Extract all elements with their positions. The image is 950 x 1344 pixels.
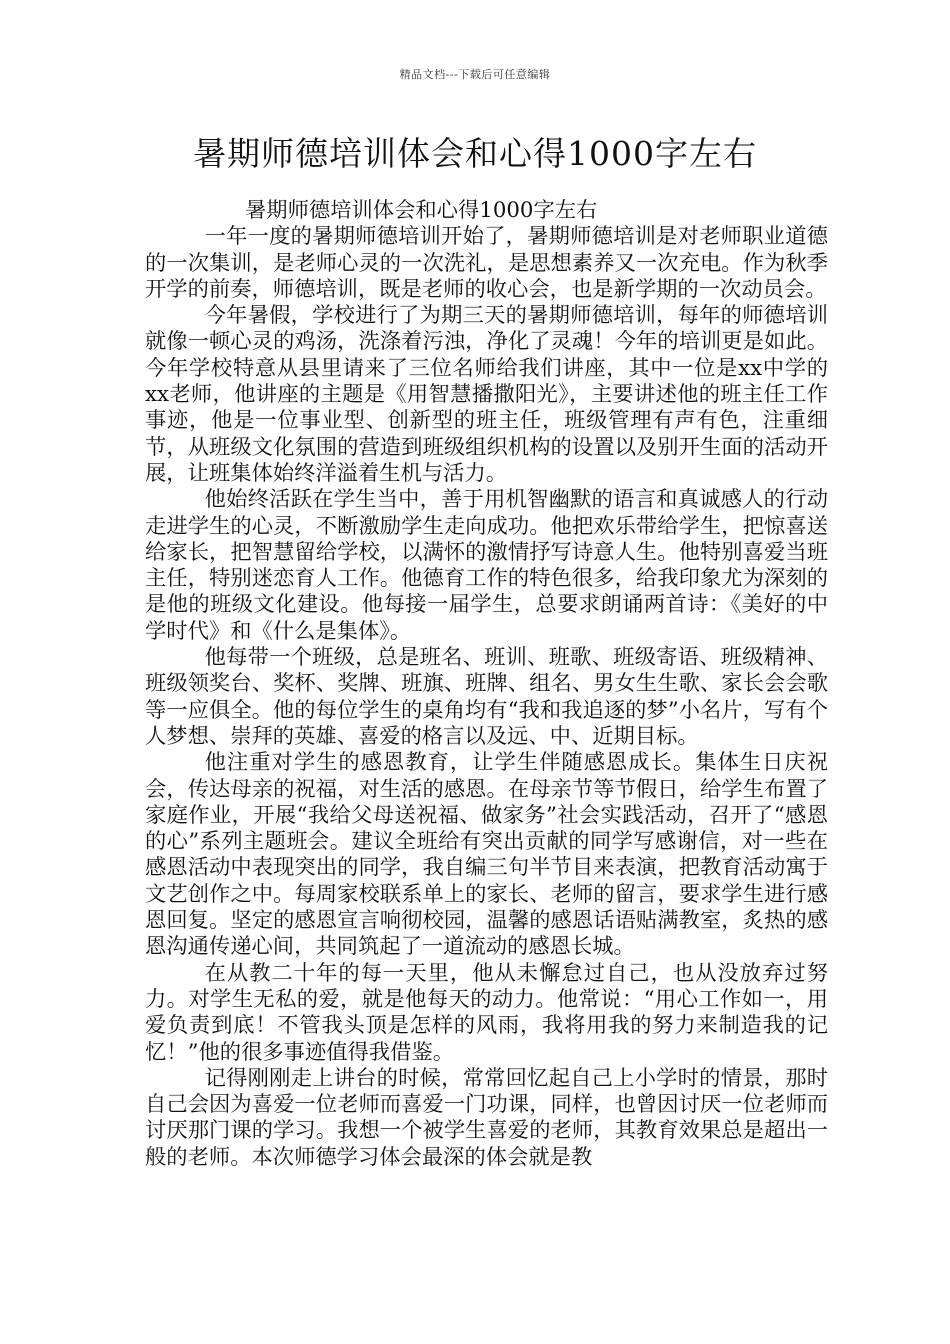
paragraph-6: 在从教二十年的每一天里，他从未懈怠过自己，也从没放弃过努力。对学生无私的爱，就是他每天的动力。他常说：“用心工作如一，用爱负责到底！不管我头顶是怎样的风雨，我将用我的努力来制造我的记忆！”他的很多事迹值得我借鉴。 <box>145 960 828 1065</box>
page-title: 暑期师德培训体会和心得1000字左右 <box>193 134 757 173</box>
paragraph-5: 他注重对学生的感恩教育，让学生伴随感恩成长。集体生日庆祝会，传达母亲的祝福，对生活的感恩。在母亲节等节假日，给学生布置了家庭作业，开展“我给父母送祝福、做家务”社会实践活动，召开了“感恩的心”系列主题班会。建议全班给有突出贡献的同学写感谢信，对一些在感恩活动中表现突出的同学，我自编三句半节目来表演，把教育活动寓于文艺创作之中。每周家校联系单上的家长、老师的留言，要求学生进行感恩回复。坚定的感恩宣言响彻校园，温馨的感恩话语贴满教室，炙热的感恩沟通传递心间，共同筑起了一道流动的感恩长城。 <box>145 750 828 960</box>
paragraph-1: 一年一度的暑期师德培训开始了，暑期师德培训是对老师职业道德的一次集训，是老师心灵的一次洗礼，是思想素养又一次充电。作为秋季开学的前奏，师德培训，既是老师的收心会，也是新学期的一次动员会。 <box>145 224 828 302</box>
paragraph-3: 他始终活跃在学生当中，善于用机智幽默的语言和真诚感人的行动走进学生的心灵，不断激励学生走向成功。他把欢乐带给学生，把惊喜送给家长，把智慧留给学校，以满怀的激情抒写诗意人生。他特别喜爱当班主任，特别迷恋育人工作。他德育工作的特色很多，给我印象尤为深刻的是他的班级文化建设。他每接一届学生，总要求朗诵两首诗：《美好的中学时代》和《什么是集体》。 <box>145 487 828 644</box>
paragraph-4: 他每带一个班级，总是班名、班训、班歌、班级寄语、班级精神、班级领奖台、奖杯、奖牌、班旗、班牌、组名、男女生生歌、家长会会歌等一应俱全。他的每位学生的桌角均有“我和我追逐的梦”小名片，写有个人梦想、崇拜的英雄、喜爱的格言以及远、中、近期目标。 <box>145 645 828 749</box>
document-body <box>145 198 828 1171</box>
paragraph-2: 今年暑假，学校进行了为期三天的暑期师德培训，每年的师德培训就像一顿心灵的鸡汤，洗涤着污浊，净化了灵魂！今年的培训更是如此。今年学校特意从县里请来了三位名师给我们讲座，其中一位是xx中学的xx老师，他讲座的主题是《用智慧播撒阳光》，主要讲述他的班主任工作事迹，他是一位事业型、创新型的班主任，班级管理有声有色，注重细节，从班级文化氛围的营造到班级组织机构的设置以及别开生面的活动开展，让班集体始终洋溢着生机与活力。 <box>145 303 828 486</box>
header-note: 精品文档---下载后可任意编辑 <box>399 68 551 81</box>
document-subtitle: 暑期师德培训体会和心得1000字左右 <box>245 198 598 223</box>
paragraph-7: 记得刚刚走上讲台的时候，常常回忆起自己上小学时的情景，那时自己会因为喜爱一位老师而喜爱一门功课，同样，也曾因讨厌一位老师而讨厌那门课的学习。我想一个被学生喜爱的老师，其教育效果总是超出一般的老师。本次师德学习体会最深的体会就是教 <box>145 1065 828 1170</box>
